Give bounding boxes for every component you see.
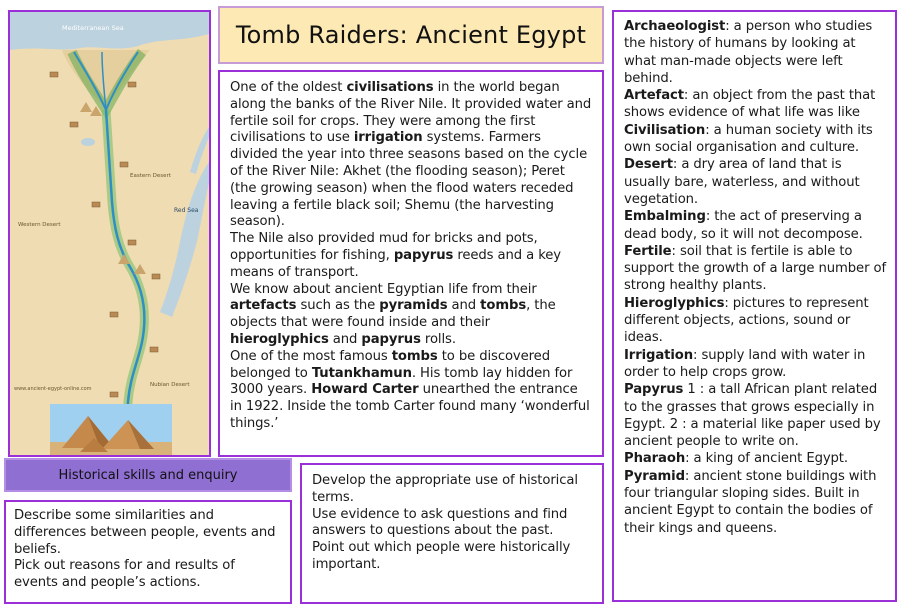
map-label-mediterranean: Mediterranean Sea — [62, 24, 124, 32]
glossary-entry: Irrigation: supply land with water in order to help crops grow. — [624, 347, 866, 380]
skills-right-box — [300, 463, 604, 604]
skills-header — [4, 458, 292, 492]
glossary-panel — [612, 10, 897, 602]
page-title: Tomb Raiders: Ancient Egypt — [235, 21, 587, 49]
skills-left-item: Pick out reasons for and results of events and people’s actions. — [14, 558, 235, 591]
glossary-entry: Embalming: the act of preserving a dead body, so it will not decompose. — [624, 209, 863, 242]
map-watermark: www.ancient-egypt-online.com — [14, 386, 92, 392]
skills-left-box — [4, 500, 292, 604]
title-box — [218, 6, 604, 64]
glossary-entry: Hieroglyphics: pictures to represent different objects, actions, sound or ideas. — [624, 295, 869, 346]
main-paragraph-2: The Nile also provided mud for bricks and pots, opportunities for fishing, papyrus reeds and a key means of transport. — [230, 231, 561, 280]
main-paragraph-1: One of the oldest civilisations in the world began along the banks of the River Nile. It provided water and fertile soil for crops. They were among the first civilisations to use irrigation systems. Farmers divided the year into three seasons based on the cycle of the River Nile: Akhet (the flooding season); Peret (the growing season) when the flood waters receded leaving a fertile black soil; Shemu (the harvesting season). — [230, 80, 592, 230]
map-label-eastern-desert: Eastern Desert — [130, 173, 171, 179]
glossary-entry: Pyramid: ancient stone buildings with four triangular sloping sides. Built in ancient Egypt to contain the bodies of their kings and queens. — [624, 468, 877, 536]
glossary-entry: Archaeologist: a person who studies the history of humans by looking at what man-made objects were left behind. — [624, 19, 873, 86]
main-paragraph-3: We know about ancient Egyptian life from their artefacts such as the pyramids and tombs, the objects that were found inside and their hieroglyphics and papyrus rolls. — [230, 281, 556, 347]
main-paragraph-4: One of the most famous tombs to be discovered belonged to Tutankhamun. His tomb lay hidden for 3000 years. Howard Carter unearthed the entrance in 1922. Inside the tomb Carter found many ‘wonderful things.’ — [230, 348, 590, 431]
skills-right-item: Point out which people were historically important. — [312, 540, 571, 572]
glossary-entry: Artefact: an object from the past that shows evidence of what life was like — [624, 88, 876, 121]
glossary-entry: Fertile: soil that is fertile is able to support the growth of a large number of strong healthy plants. — [624, 243, 886, 294]
glossary-entry: Desert: a dry area of land that is usually bare, waterless, and without vegetation. — [624, 157, 860, 207]
skills-header-label: Historical skills and enquiry — [58, 467, 238, 483]
glossary-entry: Papyrus 1 : a tall African plant related to the grasses that grows especially in Egypt. 2 : a material like paper used by ancient people to write on. — [624, 382, 881, 450]
map-panel — [8, 10, 211, 457]
map-label-nubian-desert: Nubian Desert — [150, 382, 190, 388]
skills-right-item: Use evidence to ask questions and find answers to questions about the past. — [312, 506, 568, 539]
map-label-western-desert: Western Desert — [18, 222, 61, 228]
egypt-map — [10, 12, 209, 455]
glossary-entry: Pharaoh: a king of ancient Egypt. — [624, 451, 848, 467]
glossary-entry: Civilisation: a human society with its own social organisation and culture. — [624, 122, 873, 156]
map-label-red-sea: Red Sea — [174, 207, 199, 214]
pyramids-photo — [50, 404, 172, 455]
skills-left-item: Describe some similarities and differences between people, events and beliefs. — [14, 508, 276, 557]
main-text-panel — [218, 70, 604, 457]
skills-right-item: Develop the appropriate use of historical terms. — [312, 473, 578, 505]
